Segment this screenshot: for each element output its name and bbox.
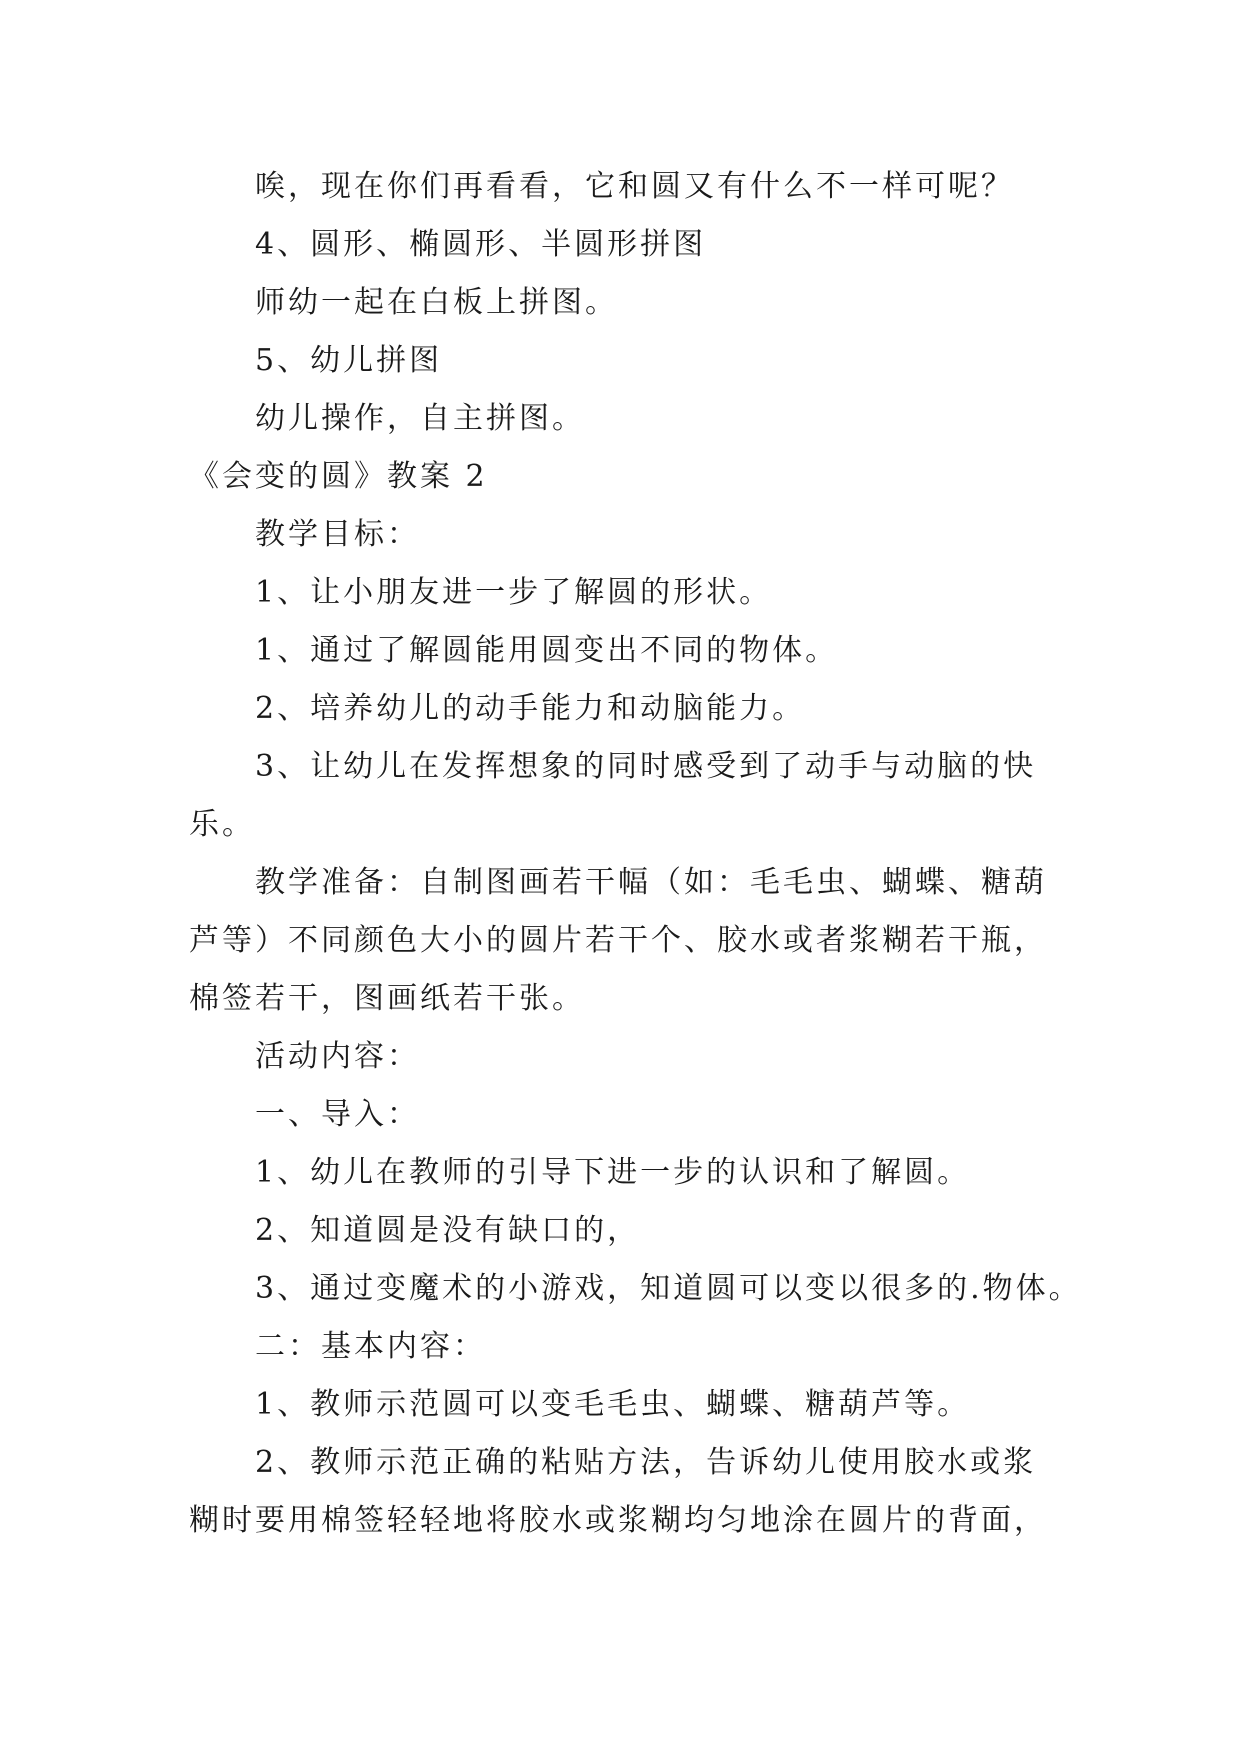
paragraph-line: 3、通过变魔术的小游戏，知道圆可以变以很多的.物体。 — [255, 1271, 1082, 1306]
paragraph-line: 糊时要用棉签轻轻地将胶水或浆糊均匀地涂在圆片的背面， — [189, 1503, 1047, 1538]
paragraph-line: 活动内容： — [255, 1039, 420, 1074]
section-heading: 《会变的圆》教案 2 — [189, 459, 488, 494]
paragraph-line: 芦等）不同颜色大小的圆片若干个、胶水或者浆糊若干瓶， — [189, 923, 1047, 958]
paragraph-line: 师幼一起在白板上拼图。 — [255, 285, 618, 320]
paragraph-line: 乐。 — [189, 807, 255, 842]
paragraph-line: 教学准备：自制图画若干幅（如：毛毛虫、蝴蝶、糖葫 — [255, 865, 1047, 900]
paragraph-line: 4、圆形、椭圆形、半圆形拼图 — [255, 227, 707, 262]
paragraph-line: 一、导入： — [255, 1097, 420, 1132]
paragraph-line: 3、让幼儿在发挥想象的同时感受到了动手与动脑的快 — [255, 749, 1037, 784]
paragraph-line: 2、培养幼儿的动手能力和动脑能力。 — [255, 691, 806, 726]
paragraph-line: 1、幼儿在教师的引导下进一步的认识和了解圆。 — [255, 1155, 971, 1190]
paragraph-line: 教学目标： — [255, 517, 420, 552]
paragraph-line: 2、教师示范正确的粘贴方法，告诉幼儿使用胶水或浆 — [255, 1445, 1037, 1480]
paragraph-line: 2、知道圆是没有缺口的， — [255, 1213, 641, 1248]
paragraph-line: 幼儿操作，自主拼图。 — [255, 401, 585, 436]
paragraph-line: 1、通过了解圆能用圆变出不同的物体。 — [255, 633, 839, 668]
paragraph-line: 唉，现在你们再看看，它和圆又有什么不一样可呢？ — [255, 169, 1014, 204]
document-body — [189, 158, 1082, 1550]
paragraph-line: 棉签若干，图画纸若干张。 — [189, 981, 585, 1016]
paragraph-line: 1、教师示范圆可以变毛毛虫、蝴蝶、糖葫芦等。 — [255, 1387, 971, 1422]
paragraph-line: 1、让小朋友进一步了解圆的形状。 — [255, 575, 773, 610]
paragraph-line: 5、幼儿拼图 — [255, 343, 443, 378]
paragraph-line: 二：基本内容： — [255, 1329, 486, 1364]
